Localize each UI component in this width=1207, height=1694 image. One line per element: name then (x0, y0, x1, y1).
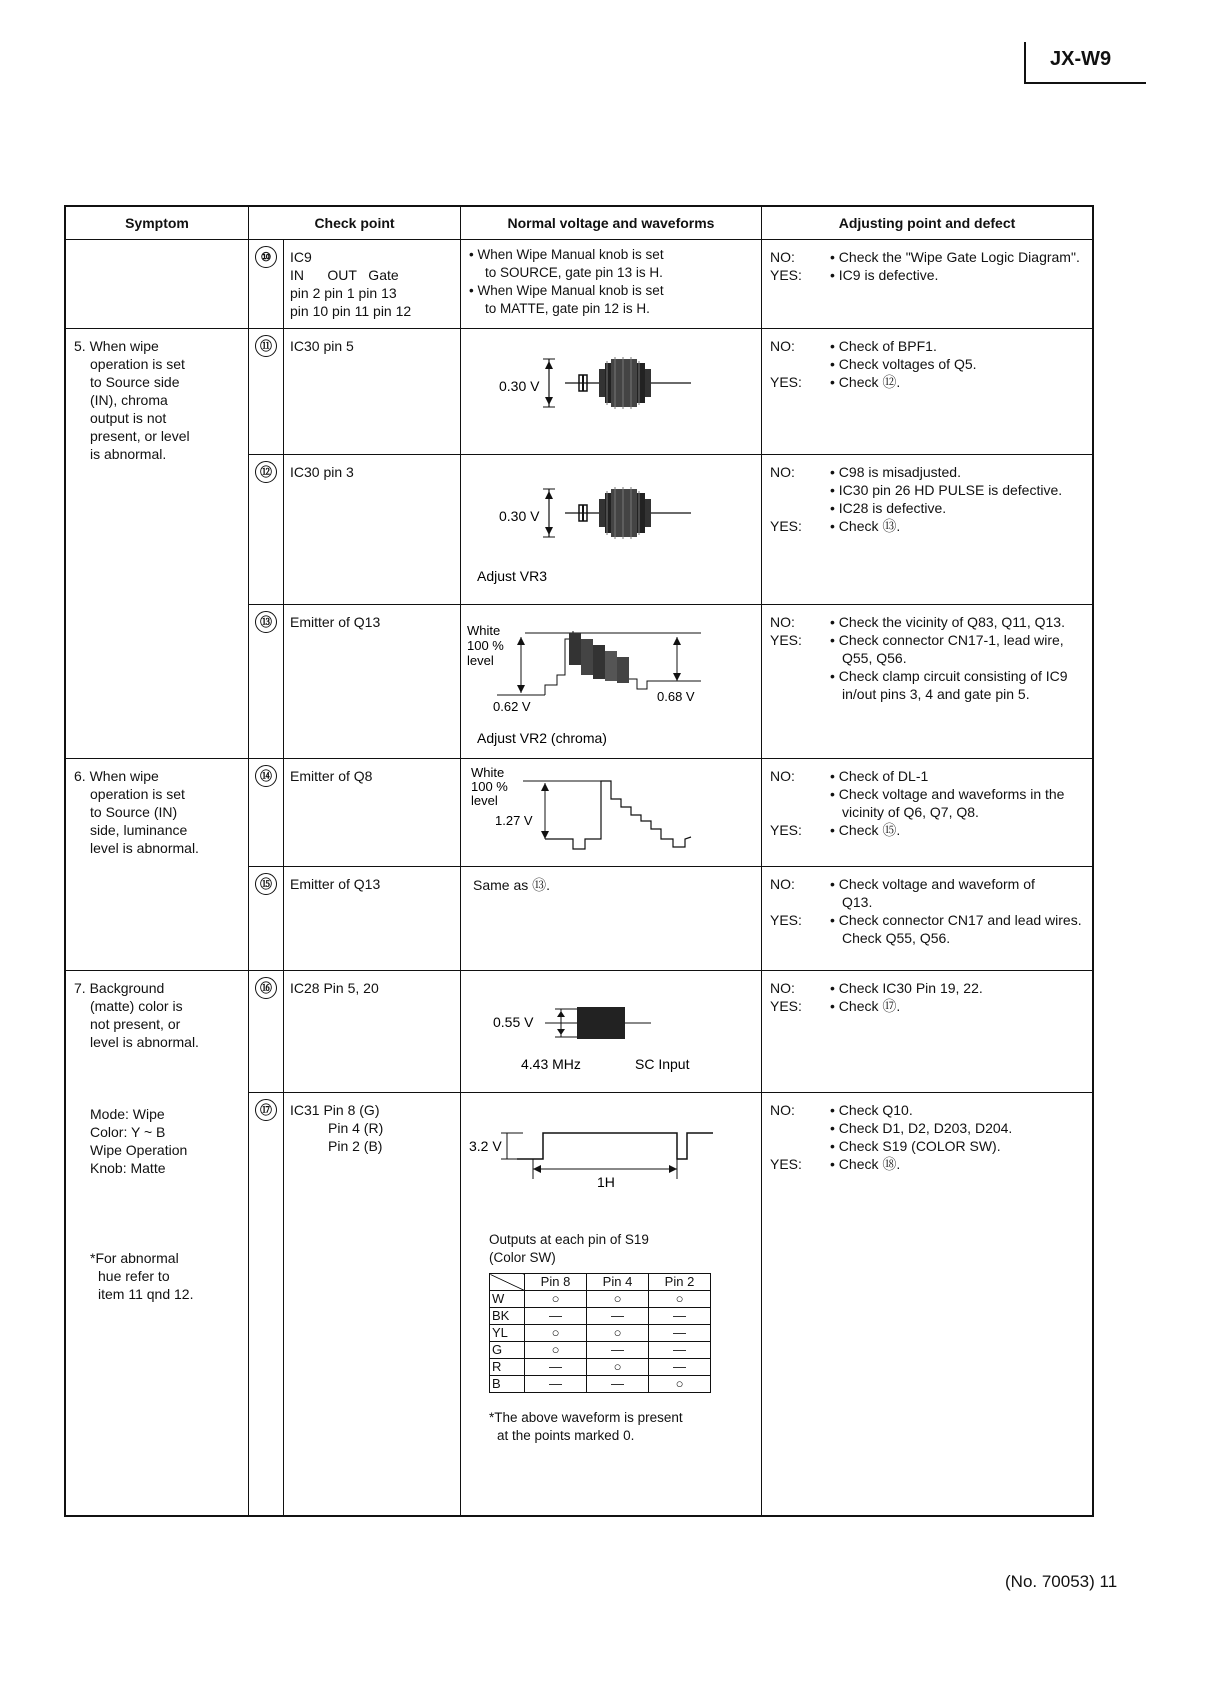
s19-output-table (489, 1273, 711, 1393)
waveform-footnote: *The above waveform is present at the points marked 0. (489, 1410, 683, 1443)
troubleshooting-table (64, 205, 1094, 1517)
step-number: ⑯ (255, 977, 277, 999)
table-row (65, 329, 1093, 455)
svg-text:100 %: 100 % (471, 779, 508, 794)
outputs-title: Outputs at each pin of S19 (Color SW) (489, 1232, 649, 1265)
pulse-waveform (461, 1093, 737, 1205)
step-number: ⑮ (255, 873, 277, 895)
burst-waveform (461, 455, 737, 601)
svg-text:SC Input: SC Input (635, 1056, 690, 1072)
sc-input-waveform (461, 971, 737, 1089)
table-row: G ○ — — (490, 1342, 711, 1359)
check-point: IC9 IN OUT Gate pin 2 pin 1 pin 13 pin 10 pin 11 pin 12 (284, 240, 461, 329)
check-point: Emitter of Q13 (284, 867, 461, 971)
adjusting-point: NO: • Check IC30 Pin 19, 22. YES: • Check ⑰. (762, 971, 1094, 1093)
normal-voltage (461, 605, 762, 759)
col-check-point: Check point (249, 206, 461, 240)
table-row (65, 971, 1093, 1093)
svg-text:White: White (471, 765, 505, 780)
svg-text:0.30 V: 0.30 V (499, 378, 540, 394)
adjusting-point: NO: • Check of DL-1 • Check voltage and waveforms in the vicinity of Q6, Q7, Q8. YES: • Check ⑮. (762, 759, 1094, 867)
svg-text:4.43 MHz: 4.43 MHz (521, 1056, 581, 1072)
svg-text:level: level (467, 653, 494, 668)
normal-voltage: Same as ⑬. (461, 867, 762, 971)
normal-voltage (461, 759, 762, 867)
check-point: IC30 pin 5 (284, 329, 461, 455)
burst-waveform (461, 329, 737, 451)
pin-header: Pin 8 (525, 1274, 587, 1291)
svg-text:Adjust VR3: Adjust VR3 (477, 568, 548, 584)
table-row (65, 240, 1093, 329)
staircase-waveform (461, 605, 737, 755)
svg-text:0.30 V: 0.30 V (499, 508, 540, 524)
check-point: IC28 Pin 5, 20 (284, 971, 461, 1093)
svg-text:3.2 V: 3.2 V (469, 1138, 502, 1154)
table-row: BK — — — (490, 1308, 711, 1325)
check-point: Emitter of Q8 (284, 759, 461, 867)
adjusting-point: NO: • C98 is misadjusted. • IC30 pin 26 HD PULSE is defective. • IC28 is defective. YES: • Check ⑬. (762, 455, 1094, 605)
model-title: JX-W9 (1050, 48, 1112, 70)
svg-text:0.62 V: 0.62 V (493, 699, 531, 714)
table-row: YL ○ ○ — (490, 1325, 711, 1342)
table-row (65, 759, 1093, 867)
page-number: (No. 70053) 11 (1005, 1572, 1118, 1591)
check-point: IC30 pin 3 (284, 455, 461, 605)
normal-voltage: • When Wipe Manual knob is set to SOURCE, gate pin 13 is H. • When Wipe Manual knob is set to MATTE, gate pin 12 is H. (461, 240, 762, 329)
table-header-row (65, 206, 1093, 240)
adjusting-point: NO: • Check the vicinity of Q83, Q11, Q13. YES: • Check connector CN17-1, lead wire, Q55, Q56. • Check clamp circuit consisting of IC9 in/out pins 3, 4 and gate pin 5. (762, 605, 1094, 759)
table-row: R — ○ — (490, 1359, 711, 1376)
table-row: W ○ ○ ○ (490, 1291, 711, 1308)
table-row: B — — ○ (490, 1376, 711, 1393)
svg-text:1.27 V: 1.27 V (495, 813, 533, 828)
adjusting-point: NO: • Check of BPF1. • Check voltages of Q5. YES: • Check ⑫. (762, 329, 1094, 455)
svg-text:level: level (471, 793, 498, 808)
adjusting-point: NO: • Check Q10. • Check D1, D2, D203, D204. • Check S19 (COLOR SW). YES: • Check ⑱. (762, 1093, 1094, 1517)
normal-voltage (461, 1093, 762, 1517)
svg-text:1H: 1H (597, 1174, 615, 1190)
svg-text:0.68 V: 0.68 V (657, 689, 695, 704)
step-number: ⑩ (255, 246, 277, 268)
step-number: ⑪ (255, 335, 277, 357)
col-normal: Normal voltage and waveforms (461, 206, 762, 240)
adjusting-point: NO: • Check the "Wipe Gate Logic Diagram". YES: • IC9 is defective. (762, 240, 1094, 329)
normal-voltage (461, 455, 762, 605)
svg-text:White: White (467, 623, 501, 638)
svg-text:Adjust VR2 (chroma): Adjust VR2 (chroma) (477, 730, 607, 746)
symptom-cell: 6. When wipe operation is set to Source (IN) side, luminance level is abnormal. (65, 759, 249, 971)
svg-text:0.55 V: 0.55 V (493, 1014, 534, 1030)
step-number: ⑫ (255, 461, 277, 483)
symptom-cell (65, 240, 249, 329)
svg-text:100 %: 100 % (467, 638, 504, 653)
check-point: IC31 Pin 8 (G) Pin 4 (R) Pin 2 (B) (284, 1093, 461, 1517)
normal-voltage (461, 971, 762, 1093)
step-number: ⑰ (255, 1099, 277, 1121)
pin-header: Pin 2 (649, 1274, 711, 1291)
symptom-cell: 7. Background (matte) color is not present, or level is abnormal. Mode: Wipe Color: Y ~ B Wipe Operation Knob: Matte *For abnormal hue refer to item 11 qnd 12. (65, 971, 249, 1517)
pin-header: Pin 4 (587, 1274, 649, 1291)
adjusting-point: NO: • Check voltage and waveform of Q13. YES: • Check connector CN17 and lead wires. Check Q55, Q56. (762, 867, 1094, 971)
step-number: ⑭ (255, 765, 277, 787)
symptom-cell: 5. When wipe operation is set to Source side (IN), chroma output is not present, or level is abnormal. (65, 329, 249, 759)
normal-voltage (461, 329, 762, 455)
step-number: ⑬ (255, 611, 277, 633)
luminance-waveform (461, 759, 737, 863)
col-symptom: Symptom (65, 206, 249, 240)
check-point: Emitter of Q13 (284, 605, 461, 759)
col-adjust: Adjusting point and defect (762, 206, 1094, 240)
